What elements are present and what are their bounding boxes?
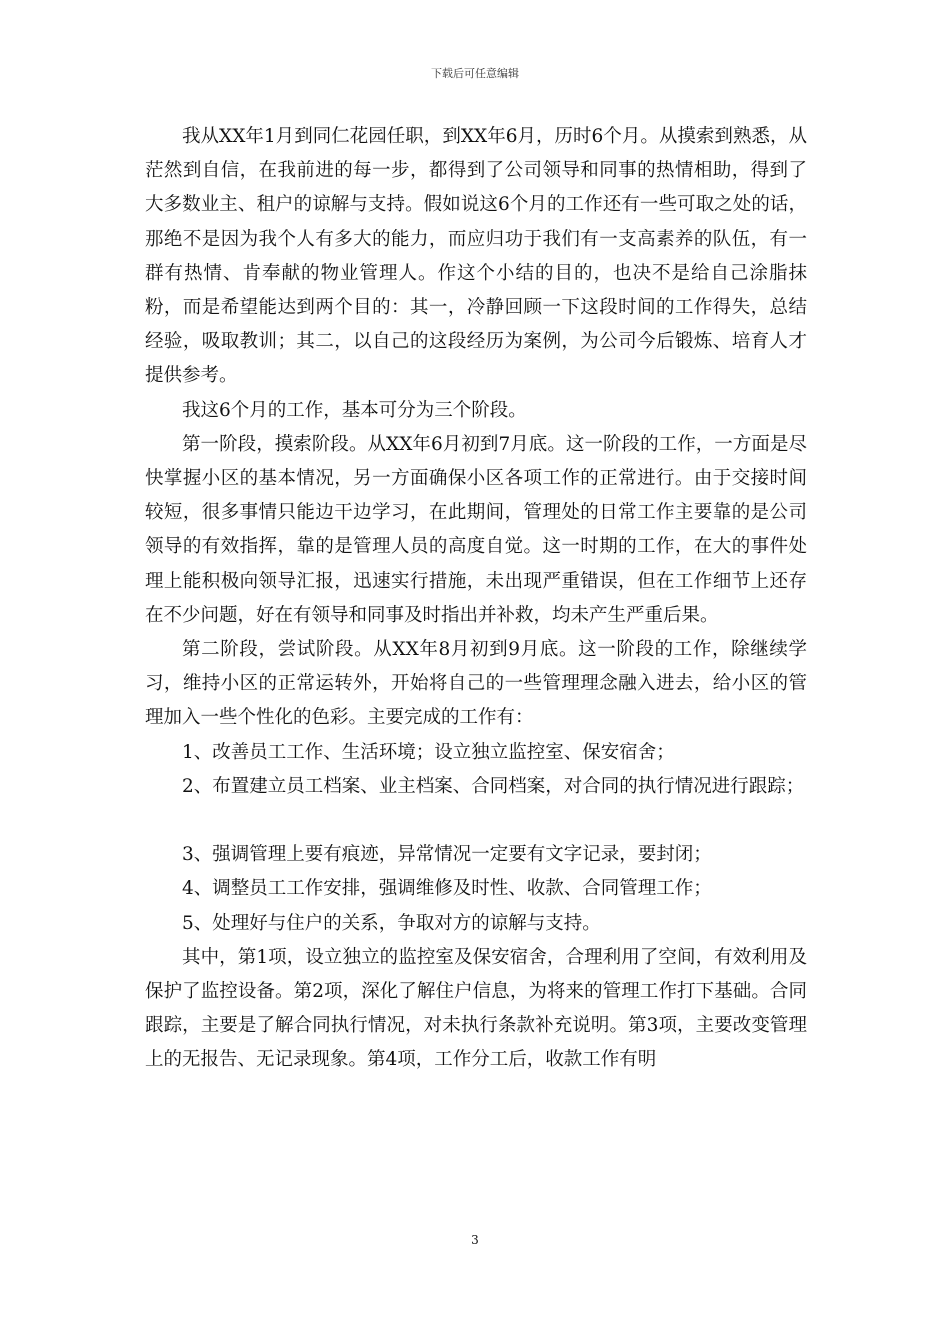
paragraph-summary: 我这6个月的工作，基本可分为三个阶段。 bbox=[182, 399, 527, 421]
page-header: 下载后可任意编辑 bbox=[431, 67, 519, 80]
document-body bbox=[145, 120, 807, 1078]
list-item-4: 4、调整员工工作安排，强调维修及时性、收款、合同管理工作； bbox=[182, 878, 712, 900]
paragraph-stage-two: 第二阶段，尝试阶段。从XX年8月初到9月底。这一阶段的工作，除继续学习，维持小区的正常运转外，开始将自己的一些管理理念融入进去，给小区的管理加入一些个性化的色彩。主要完成的工作有： bbox=[145, 639, 807, 729]
list-item-5: 5、处理好与住户的关系，争取对方的谅解与支持。 bbox=[182, 912, 601, 934]
list-item-1: 1、改善员工工作、生活环境；设立独立监控室、保安宿舍； bbox=[182, 741, 675, 763]
paragraph-stage-one: 第一阶段，摸索阶段。从XX年6月初到7月底。这一阶段的工作，一方面是尽快掌握小区的基本情况，另一方面确保小区各项工作的正常进行。由于交接时间较短，很多事情只能边干边学习，在此期间，管理处的日常工作主要靠的是公司领导的有效指挥，靠的是管理人员的高度自觉。这一时期的工作，在大的事件处理上能积极向领导汇报，迅速实行措施，未出现严重错误，但在工作细节上还存在不少问题，好在有领导和同事及时指出并补救，均未产生严重后果。 bbox=[145, 433, 807, 626]
page-number: 3 bbox=[471, 1233, 479, 1247]
list-item-3: 3、强调管理上要有痕迹，异常情况一定要有文字记录，要封闭； bbox=[182, 844, 712, 866]
paragraph-explanation: 其中，第1项，设立独立的监控室及保安宿舍，合理利用了空间，有效利用及保护了监控设备。第2项，深化了解住户信息，为将来的管理工作打下基础。合同跟踪，主要是了解合同执行情况，对未执行条款补充说明。第3项，主要改变管理上的无报告、无记录现象。第4项，工作分工后，收款工作有明 bbox=[145, 946, 807, 1071]
list-item-2: 2、布置建立员工档案、业主档案、合同档案，对合同的执行情况进行跟踪； bbox=[182, 775, 805, 797]
blank-line bbox=[145, 804, 807, 838]
paragraph-intro: 我从XX年1月到同仁花园任职，到XX年6月，历时6个月。从摸索到熟悉，从茫然到自信，在我前进的每一步，都得到了公司领导和同事的热情相助，得到了大多数业主、租户的谅解与支持。假如说这6个月的工作还有一些可取之处的话，那绝不是因为我个人有多大的能力，而应归功于我们有一支高素养的队伍，有一群有热情、肯奉献的物业管理人。作这个小结的目的，也决不是给自己涂脂抹粉，而是希望能达到两个目的：其一，冷静回顾一下这段时间的工作得失，总结经验，吸取教训；其二，以自己的这段经历为案例，为公司今后锻炼、培育人才提供参考。 bbox=[145, 126, 807, 387]
